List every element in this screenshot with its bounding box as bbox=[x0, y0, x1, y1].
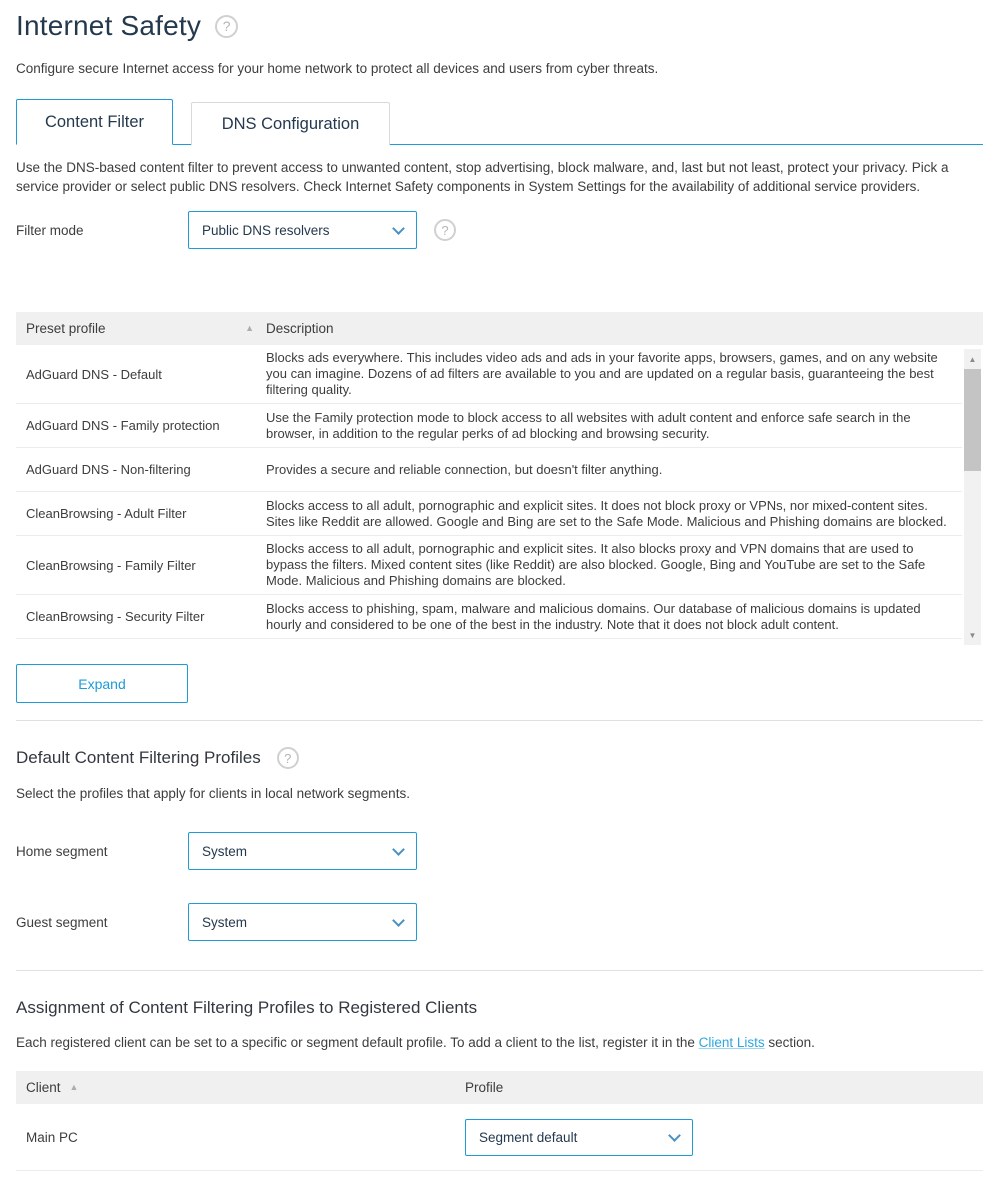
home-segment-value: System bbox=[202, 843, 248, 859]
column-header-client[interactable] bbox=[16, 1080, 465, 1095]
section-title: Default Content Filtering Profiles bbox=[16, 748, 261, 767]
guest-segment-row bbox=[16, 903, 983, 941]
preset-profile-description: Blocks access to all adult, pornographic and explicit sites. It does not block proxy or VPNs, nor mixed-content sites. Sites like Reddit are allowed. Google and Bing are set to the Safe Mode. Malicious and Phishing domains are blocked. bbox=[266, 497, 947, 529]
preset-profile-name: CleanBrowsing - Security Filter bbox=[26, 609, 205, 624]
table-row[interactable] bbox=[16, 448, 962, 492]
column-label: Profile bbox=[465, 1080, 504, 1095]
client-lists-link[interactable]: Client Lists bbox=[698, 1035, 765, 1050]
chevron-down-icon bbox=[668, 1129, 681, 1142]
guest-segment-select[interactable] bbox=[188, 903, 417, 941]
column-label: Preset profile bbox=[26, 321, 106, 336]
chevron-down-icon bbox=[392, 914, 405, 927]
chevron-down-icon bbox=[392, 222, 405, 235]
help-icon[interactable]: ? bbox=[277, 747, 299, 769]
expand-button[interactable]: Expand bbox=[16, 664, 188, 703]
client-profile-value: Segment default bbox=[479, 1129, 578, 1145]
scroll-up-icon[interactable]: ▲ bbox=[968, 354, 977, 364]
description-text: section. bbox=[764, 1035, 815, 1050]
preset-profile-description: Provides a secure and reliable connection, but doesn't filter anything. bbox=[266, 461, 663, 477]
column-header-preset-profile[interactable] bbox=[16, 321, 266, 336]
sort-asc-icon: ▲ bbox=[69, 1082, 79, 1092]
help-icon[interactable]: ? bbox=[215, 15, 238, 38]
column-label: Client bbox=[26, 1080, 61, 1095]
client-profile-cell bbox=[465, 1119, 983, 1156]
tab-bar bbox=[16, 99, 983, 145]
table-body bbox=[16, 345, 983, 645]
preset-profile-description: Blocks ads everywhere. This includes video ads and ads in your favorite apps, browsers, games, and on any website you can imagine. Dozens of ad filters are available to you and are updated on a regular basis, guaranteeing the best filtering quality. bbox=[266, 350, 938, 397]
filter-mode-row bbox=[16, 211, 983, 249]
description-text: Each registered client can be set to a specific or segment default profile. To add a client to the list, register it in the bbox=[16, 1035, 699, 1050]
preset-profile-name: AdGuard DNS - Family protection bbox=[26, 418, 220, 433]
table-row[interactable] bbox=[16, 492, 962, 536]
page-title: Internet Safety bbox=[16, 10, 202, 41]
section-divider bbox=[16, 970, 983, 971]
filter-mode-select[interactable] bbox=[188, 211, 417, 249]
preset-profile-name: AdGuard DNS - Default bbox=[26, 366, 162, 382]
client-name: Main PC bbox=[26, 1129, 78, 1145]
assignment-description bbox=[16, 1035, 983, 1050]
chevron-down-icon bbox=[392, 843, 405, 856]
column-header-description[interactable] bbox=[266, 321, 983, 336]
page-subtitle: Configure secure Internet access for your home network to protect all devices and users from cyber threats. bbox=[16, 61, 659, 76]
preset-profile-name: CleanBrowsing - Adult Filter bbox=[26, 506, 187, 521]
scrollbar-thumb[interactable] bbox=[964, 369, 981, 471]
client-profile-select[interactable] bbox=[465, 1119, 693, 1156]
guest-segment-value: System bbox=[202, 914, 248, 930]
default-profiles-description: Select the profiles that apply for clients in local network segments. bbox=[16, 786, 410, 801]
table-header bbox=[16, 1071, 983, 1104]
column-label: Description bbox=[266, 321, 334, 336]
preset-profile-description: Use the Family protection mode to block access to all websites with adult content and enforce safe search in the browser, in addition to the regular perks of ad blocking and browsing security. bbox=[266, 409, 911, 441]
preset-profile-description: Blocks access to phishing, spam, malware and malicious domains. Our database of malicious domains is updated hourly and considered to be one of the best in the industry. Note that it does not block adult content. bbox=[266, 600, 921, 632]
preset-profile-name: CleanBrowsing - Family Filter bbox=[26, 557, 196, 573]
section-divider bbox=[16, 720, 983, 721]
filter-mode-value: Public DNS resolvers bbox=[202, 222, 330, 238]
column-header-profile[interactable] bbox=[465, 1080, 983, 1095]
table-row[interactable] bbox=[16, 404, 962, 448]
table-header bbox=[16, 312, 983, 345]
filter-mode-label: Filter mode bbox=[16, 222, 84, 238]
home-segment-label: Home segment bbox=[16, 843, 108, 859]
tab-dns-configuration[interactable]: DNS Configuration bbox=[191, 102, 390, 145]
page-header bbox=[16, 10, 983, 42]
content-filter-intro: Use the DNS-based content filter to prevent access to unwanted content, stop advertising, block malware, and, last but not least, protect your privacy. Pick a service provider or select public DNS resolvers. Check Internet Safety components in System Settings for the availability of additional service providers. bbox=[16, 160, 949, 194]
default-profiles-header bbox=[16, 747, 983, 769]
preset-profile-description: Blocks access to all adult, pornographic and explicit sites. It also blocks proxy and VPN domains that are used to bypass the filters. Mixed content sites (like Reddit) are also blocked. Google, Bing and YouTube are set to the Safe Mode. Malicious and Phishing domains are blocked. bbox=[266, 541, 926, 588]
table-row[interactable] bbox=[16, 1104, 983, 1171]
guest-segment-label: Guest segment bbox=[16, 914, 108, 930]
preset-profile-name: AdGuard DNS - Non-filtering bbox=[26, 462, 191, 477]
assignment-header bbox=[16, 998, 983, 1018]
section-title: Assignment of Content Filtering Profiles to Registered Clients bbox=[16, 998, 478, 1017]
table-scrollbar[interactable] bbox=[964, 349, 981, 645]
home-segment-select[interactable] bbox=[188, 832, 417, 870]
table-row[interactable] bbox=[16, 345, 962, 404]
tab-content-filter[interactable]: Content Filter bbox=[16, 99, 173, 145]
home-segment-row bbox=[16, 832, 983, 870]
preset-profiles-table bbox=[16, 312, 983, 645]
client-table bbox=[16, 1071, 983, 1171]
table-row[interactable] bbox=[16, 536, 962, 595]
scroll-down-icon[interactable]: ▼ bbox=[968, 630, 977, 640]
help-icon[interactable]: ? bbox=[434, 219, 456, 241]
table-row[interactable] bbox=[16, 595, 962, 639]
sort-asc-icon: ▲ bbox=[245, 323, 254, 333]
